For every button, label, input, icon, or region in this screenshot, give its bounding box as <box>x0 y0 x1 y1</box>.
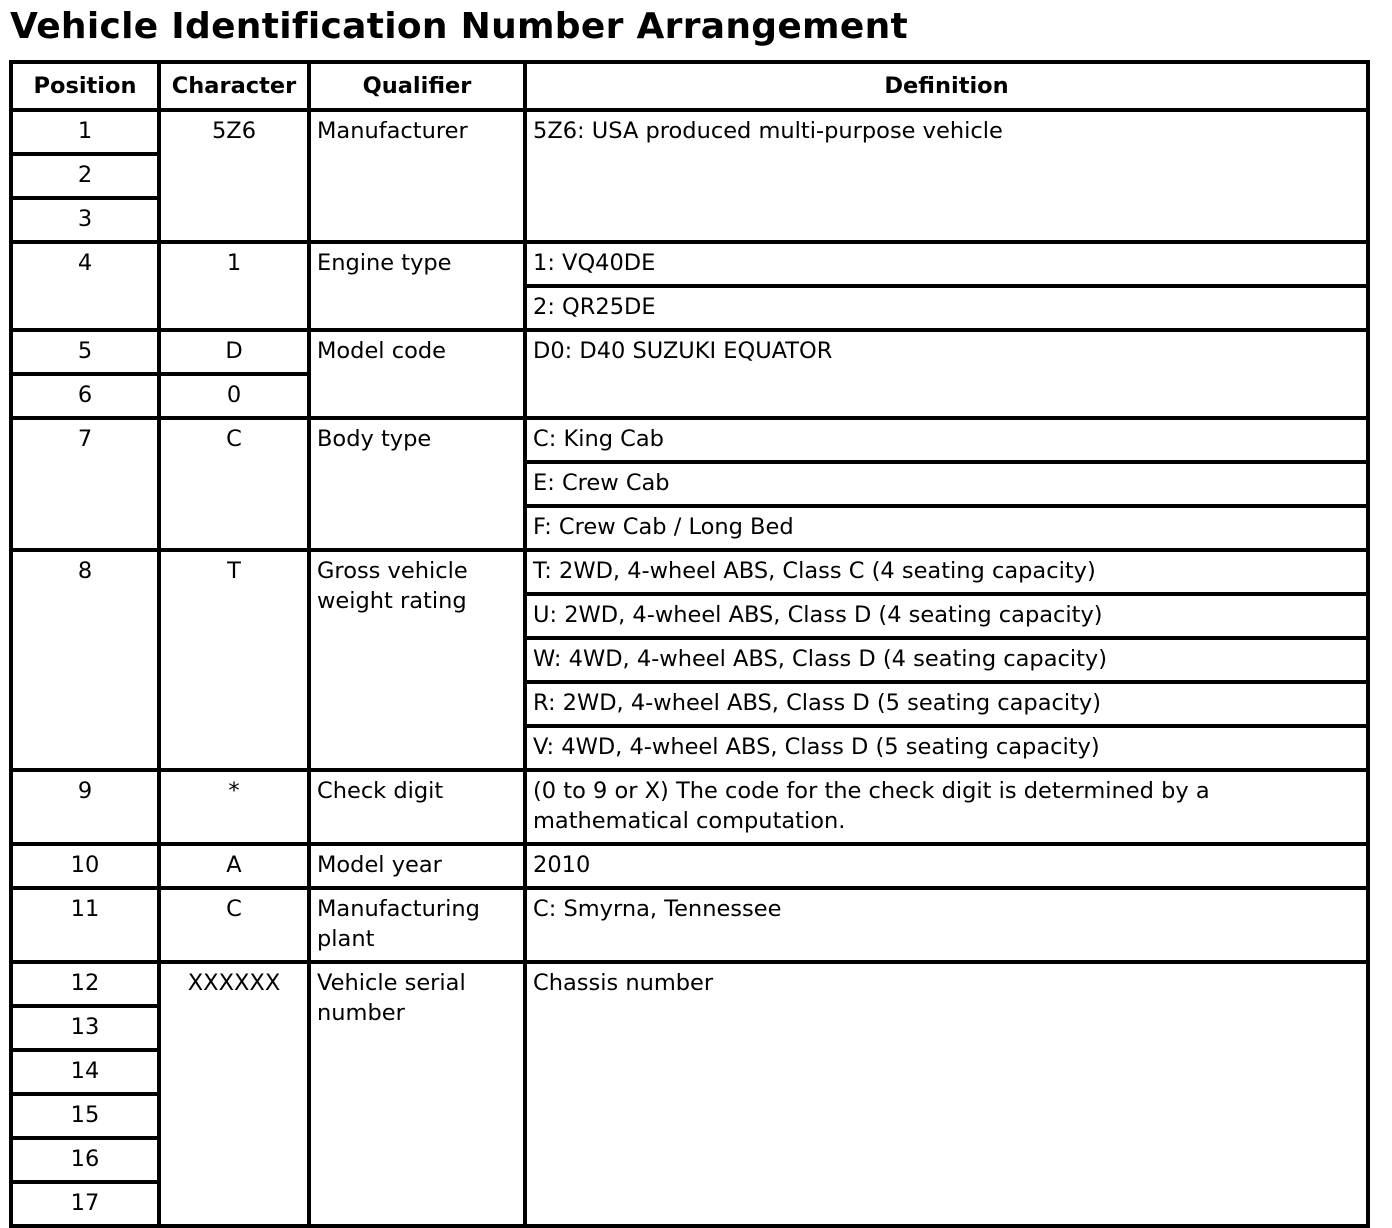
definition-cell: E: Crew Cab <box>525 462 1368 506</box>
qualifier-cell: Gross vehicle weight rating <box>309 550 525 770</box>
table-row <box>11 550 1368 594</box>
character-cell: 1 <box>159 242 309 330</box>
definition-cell: W: 4WD, 4-wheel ABS, Class D (4 seating capacity) <box>525 638 1368 682</box>
vin-arrangement-table <box>9 60 1370 1228</box>
position-cell: 12 <box>11 962 159 1006</box>
definition-cell: 2: QR25DE <box>525 286 1368 330</box>
position-cell: 10 <box>11 844 159 888</box>
character-cell: C <box>159 888 309 962</box>
position-cell: 9 <box>11 770 159 844</box>
definition-cell: T: 2WD, 4-wheel ABS, Class C (4 seating capacity) <box>525 550 1368 594</box>
position-cell: 7 <box>11 418 159 550</box>
character-cell: T <box>159 550 309 770</box>
position-cell: 16 <box>11 1138 159 1182</box>
definition-cell: (0 to 9 or X) The code for the check digit is determined by a mathematical computation. <box>525 770 1368 844</box>
character-cell: 5Z6 <box>159 110 309 242</box>
table-row <box>11 110 1368 154</box>
definition-cell: V: 4WD, 4-wheel ABS, Class D (5 seating capacity) <box>525 726 1368 770</box>
position-cell: 11 <box>11 888 159 962</box>
header-position: Position <box>11 62 159 110</box>
definition-cell: C: King Cab <box>525 418 1368 462</box>
position-cell: 14 <box>11 1050 159 1094</box>
position-cell: 17 <box>11 1182 159 1226</box>
character-cell: 0 <box>159 374 309 418</box>
qualifier-cell: Body type <box>309 418 525 550</box>
header-character: Character <box>159 62 309 110</box>
qualifier-cell: Check digit <box>309 770 525 844</box>
definition-cell: 2010 <box>525 844 1368 888</box>
position-cell: 3 <box>11 198 159 242</box>
position-cell: 8 <box>11 550 159 770</box>
definition-cell: Chassis number <box>525 962 1368 1226</box>
table-row <box>11 242 1368 286</box>
position-cell: 15 <box>11 1094 159 1138</box>
position-cell: 4 <box>11 242 159 330</box>
qualifier-cell: Manufacturer <box>309 110 525 242</box>
definition-cell: R: 2WD, 4-wheel ABS, Class D (5 seating capacity) <box>525 682 1368 726</box>
table-row <box>11 888 1368 962</box>
table-row <box>11 770 1368 844</box>
position-cell: 1 <box>11 110 159 154</box>
character-cell: A <box>159 844 309 888</box>
character-cell: C <box>159 418 309 550</box>
position-cell: 13 <box>11 1006 159 1050</box>
table-header-row <box>11 62 1368 110</box>
table-row <box>11 418 1368 462</box>
position-cell: 5 <box>11 330 159 374</box>
header-qualifier: Qualifier <box>309 62 525 110</box>
qualifier-cell: Model year <box>309 844 525 888</box>
qualifier-cell: Manufacturing plant <box>309 888 525 962</box>
position-cell: 6 <box>11 374 159 418</box>
definition-cell: 5Z6: USA produced multi-purpose vehicle <box>525 110 1368 242</box>
table-row <box>11 962 1368 1006</box>
table-row <box>11 844 1368 888</box>
header-definition: Definition <box>525 62 1368 110</box>
character-cell: D <box>159 330 309 374</box>
table-row <box>11 330 1368 374</box>
definition-cell: F: Crew Cab / Long Bed <box>525 506 1368 550</box>
definition-cell: D0: D40 SUZUKI EQUATOR <box>525 330 1368 418</box>
position-cell: 2 <box>11 154 159 198</box>
definition-cell: U: 2WD, 4-wheel ABS, Class D (4 seating capacity) <box>525 594 1368 638</box>
character-cell: XXXXXX <box>159 962 309 1226</box>
definition-cell: 1: VQ40DE <box>525 242 1368 286</box>
character-cell: * <box>159 770 309 844</box>
qualifier-cell: Engine type <box>309 242 525 330</box>
qualifier-cell: Model code <box>309 330 525 418</box>
definition-cell: C: Smyrna, Tennessee <box>525 888 1368 962</box>
page-title: Vehicle Identification Number Arrangement <box>10 6 909 47</box>
qualifier-cell: Vehicle serial number <box>309 962 525 1226</box>
